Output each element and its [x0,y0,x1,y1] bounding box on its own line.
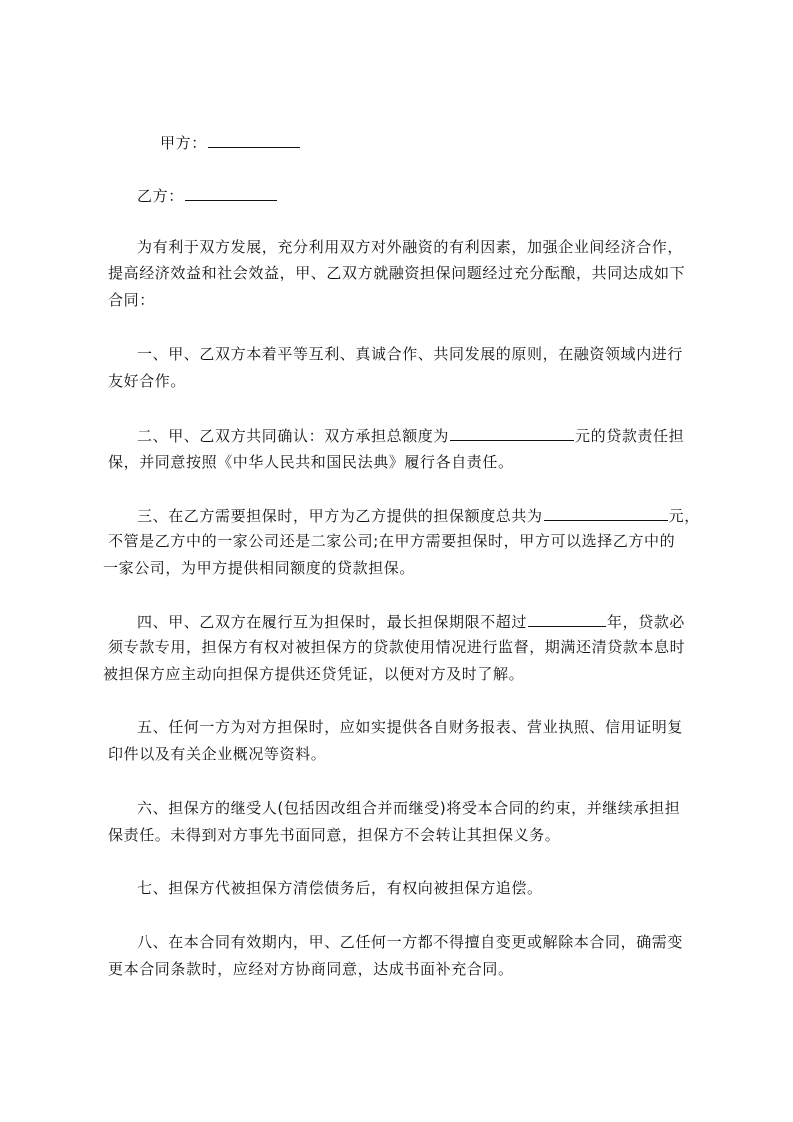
clause4-text-before: 四、甲、乙双方在履行互为担保时，最长担保期限不超过 [137,613,528,631]
clause3-amount-blank [544,506,668,521]
party-a-line [160,133,301,152]
party-b-label: 乙方： [137,187,184,205]
clause4-text-after: 年，贷款必 [607,613,686,631]
clause2-line-1 [137,426,684,445]
clause4-years-blank [528,612,606,627]
preamble-line-3: 合同： [108,291,155,309]
clause3-line-3: 一家公司，为甲方提供相同额度的贷款担保。 [103,559,416,577]
party-b-line [137,186,278,205]
clause7-line-1: 七、担保方代被担保方清偿债务后，有权向被担保方追偿。 [137,879,543,897]
clause2-line-2: 保，并同意按照《中华人民共和国民法典》履行各自责任。 [108,453,514,471]
clause3-line-1 [137,506,700,525]
clause8-line-1: 八、在本合同有效期内，甲、乙任何一方都不得擅自变更或解除本合同，确需变 [137,933,684,951]
clause5-line-1: 五、任何一方为对方担保时，应如实提供各自财务报表、营业执照、信用证明复 [137,718,684,736]
clause4-line-1 [137,612,685,631]
clause1-line-1: 一、甲、乙双方本着平等互利、真诚合作、共同发展的原则，在融资领域内进行 [137,345,684,363]
party-a-blank [208,133,300,148]
clause2-text-after: 元的贷款责任担 [575,427,685,445]
preamble-line-1: 为有利于双方发展，充分利用双方对外融资的有利因素，加强企业间经济合作， [137,238,684,256]
clause4-line-2: 须专款专用，担保方有权对被担保方的贷款使用情况进行监督，期满还清贷款本息时 [108,638,686,656]
clause1-line-2: 友好合作。 [108,372,187,390]
clause3-line-2: 不管是乙方中的一家公司还是二家公司;在甲方需要担保时，甲方可以选择乙方中的 [108,532,676,550]
party-b-blank [185,186,277,201]
clause4-line-3: 被担保方应主动向担保方提供还贷凭证，以便对方及时了解。 [103,665,525,683]
party-a-label: 甲方： [160,134,207,152]
clause8-line-2: 更本合同条款时，应经对方协商同意，达成书面补充合同。 [108,960,514,978]
preamble-line-2: 提高经济效益和社会效益，甲、乙双方就融资担保问题经过充分酝酿，共同达成如下 [108,264,686,282]
clause2-amount-blank [450,426,574,441]
clause2-text-before: 二、甲、乙双方共同确认：双方承担总额度为 [137,427,450,445]
clause6-line-2: 保责任。未得到对方事先书面同意，担保方不会转让其担保义务。 [108,826,561,844]
clause3-text-before: 三、在乙方需要担保时，甲方为乙方提供的担保额度总共为 [137,507,543,525]
clause5-line-2: 印件以及有关企业概况等资料。 [108,745,327,763]
clause3-text-after: 元， [668,507,700,525]
clause6-line-1: 六、担保方的继受人(包括因改组合并而继受)将受本合同的约束，并继续承担担 [137,799,681,817]
